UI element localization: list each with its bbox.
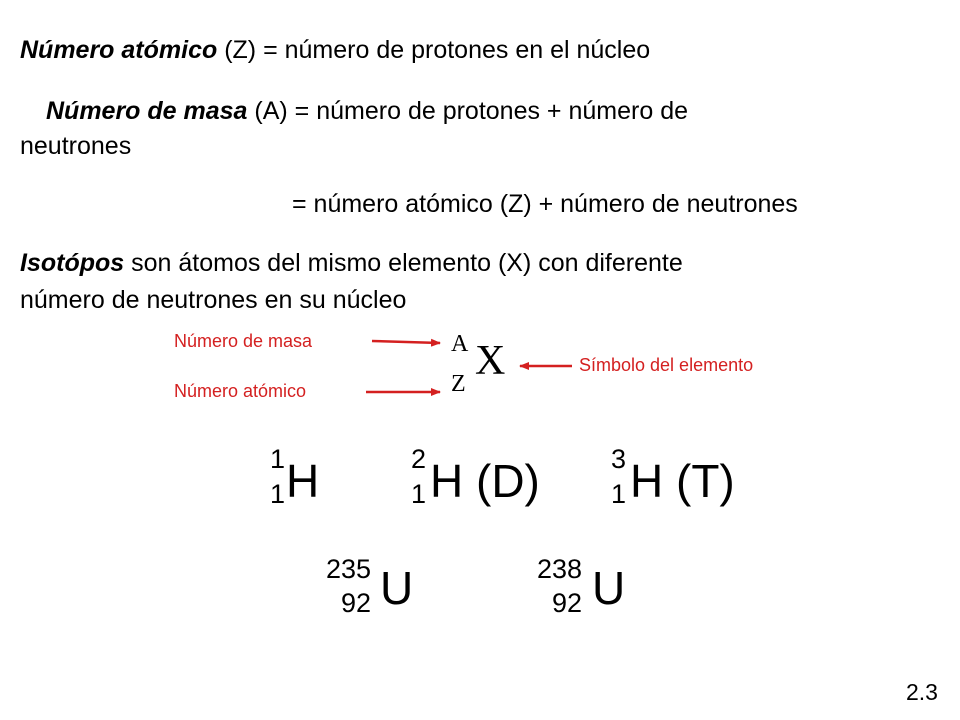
atomic-number-text: (Z) = número de protones en el núcleo <box>217 36 651 64</box>
isotope-mass-number: 3 <box>611 444 627 474</box>
atomic-number-label: Número atómico <box>174 381 307 401</box>
mass-number-label: Número de masa <box>174 331 313 351</box>
slide-number: 2.3 <box>906 679 938 705</box>
mass-number-equation: = número atómico (Z) + número de neutrones <box>292 190 798 218</box>
isotopes-text: son átomos del mismo elemento (X) con diferente <box>124 249 683 277</box>
isotopes-term: Isotópos <box>20 249 125 277</box>
isotope-symbol: H (D) <box>430 455 540 507</box>
notation-X: X <box>475 338 506 384</box>
isotope-atomic-number: 92 <box>551 588 582 618</box>
isotope-atomic-number: 1 <box>611 479 627 509</box>
notation-Z: Z <box>451 371 466 397</box>
isotope-symbol: H <box>286 455 320 507</box>
isotope-symbol: U <box>592 562 626 614</box>
isotope-symbol: U <box>380 562 414 614</box>
isotope-mass-number: 238 <box>536 554 582 584</box>
mass-number-text: (A) = número de protones + número de <box>247 97 688 125</box>
isotope-mass-number: 2 <box>411 444 427 474</box>
element-symbol-label: Símbolo del elemento <box>579 355 754 375</box>
isotope-mass-number: 1 <box>270 444 286 474</box>
isotopes-definition-cont: número de neutrones en su núcleo <box>20 286 407 314</box>
notation-A: A <box>451 331 469 357</box>
atomic-number-term: Número atómico <box>20 36 218 64</box>
isotope-atomic-number: 92 <box>340 588 371 618</box>
mass-number-arrow <box>372 341 440 343</box>
isotope-mass-number: 235 <box>325 554 371 584</box>
isotope-atomic-number: 1 <box>411 479 427 509</box>
mass-number-definition-cont: neutrones <box>20 132 132 160</box>
mass-number-term: Número de masa <box>46 97 248 125</box>
isotope-atomic-number: 1 <box>270 479 286 509</box>
isotope-symbol: H (T) <box>630 455 735 507</box>
